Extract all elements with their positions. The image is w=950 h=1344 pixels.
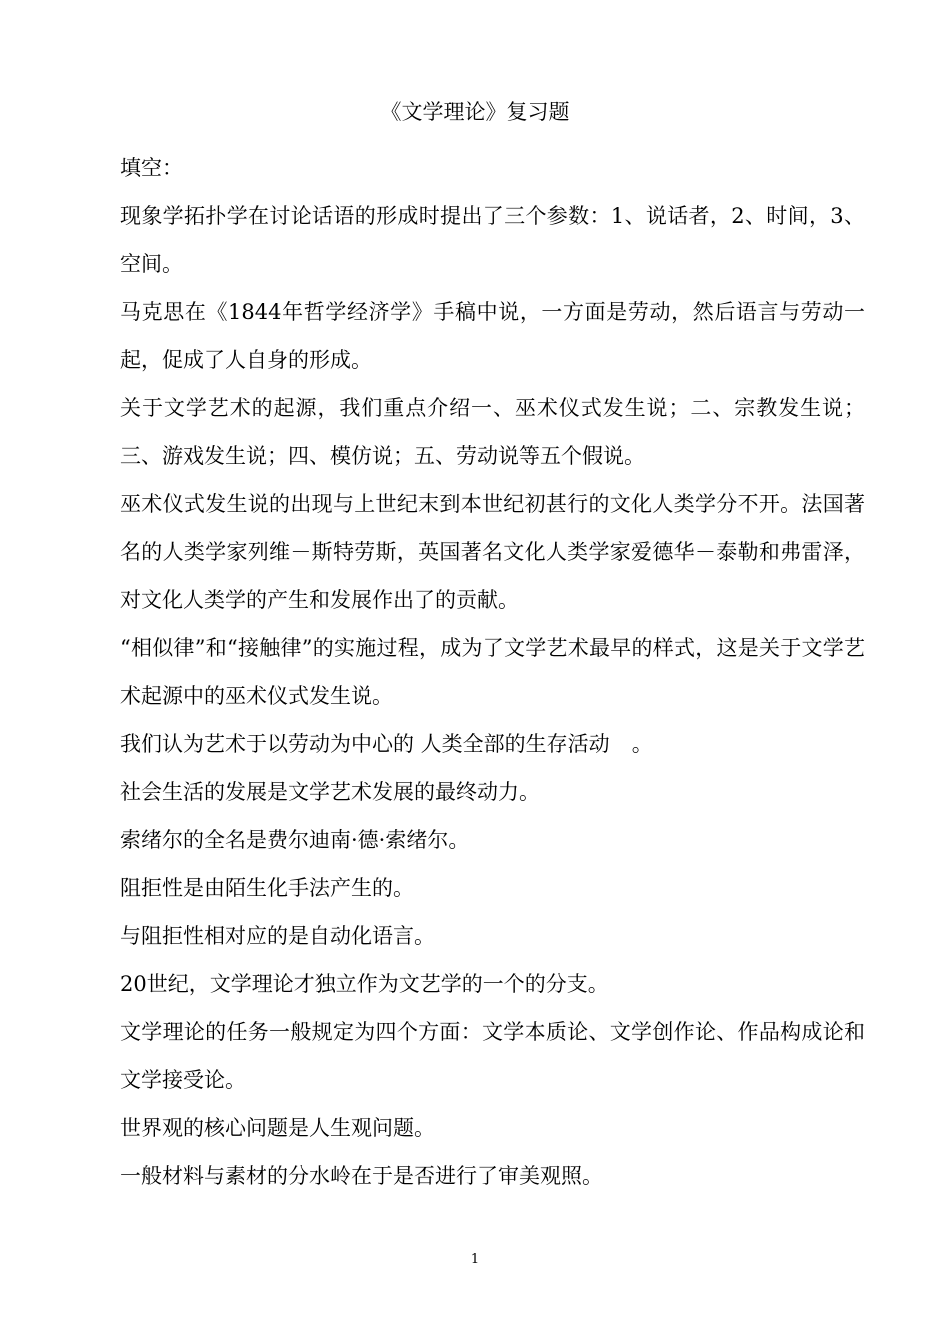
paragraph: 文学理论的任务一般规定为四个方面：文学本质论、文学创作论、作品构成论和文学接受论。 — [120, 1020, 865, 1092]
paragraph: 巫术仪式发生说的出现与上世纪末到本世纪初甚行的文化人类学分不开。法国著名的人类学家列维－斯特劳斯，英国著名文化人类学家爱德华－泰勒和弗雷泽，对文化人类学的产生和发展作出了的贡献。 — [120, 492, 865, 612]
document-title: 《文学理论》复习题 — [380, 100, 570, 124]
paragraph: 社会生活的发展是文学艺术发展的最终动力。 — [120, 780, 540, 804]
page-number: 1 — [470, 1252, 480, 1267]
paragraph: “相似律”和“接触律”的实施过程，成为了文学艺术最早的样式，这是关于文学艺术起源中的巫术仪式发生说。 — [120, 636, 865, 708]
paragraph: 关于文学艺术的起源，我们重点介绍一、巫术仪式发生说；二、宗教发生说；三、游戏发生说；四、模仿说；五、劳动说等五个假说。 — [120, 396, 865, 468]
paragraph: 一般材料与素材的分水岭在于是否进行了审美观照。 — [120, 1164, 603, 1188]
paragraph: 现象学拓扑学在讨论话语的形成时提出了三个参数：1、说话者，2、时间，3、空间。 — [120, 204, 865, 276]
paragraph-suffix: 。 — [631, 732, 653, 756]
fill-answer: 人类全部的生存活动 — [414, 732, 610, 756]
paragraph: 马克思在《1844年哲学经济学》手稿中说，一方面是劳动，然后语言与劳动一起，促成了人自身的形成。 — [120, 300, 865, 372]
paragraph-with-answer — [120, 720, 865, 768]
paragraph: 与阻拒性相对应的是自动化语言。 — [120, 924, 435, 948]
paragraph: 20世纪，文学理论才独立作为文艺学的一个的分支。 — [120, 972, 609, 996]
paragraph-prefix: 我们认为艺术于以劳动为中心的 — [120, 732, 414, 756]
document-body — [120, 144, 865, 1200]
paragraph: 阻拒性是由陌生化手法产生的。 — [120, 876, 414, 900]
paragraph: 世界观的核心问题是人生观问题。 — [120, 1116, 435, 1140]
section-heading: 填空： — [120, 156, 183, 180]
paragraph: 索绪尔的全名是费尔迪南·德·索绪尔。 — [120, 828, 470, 852]
